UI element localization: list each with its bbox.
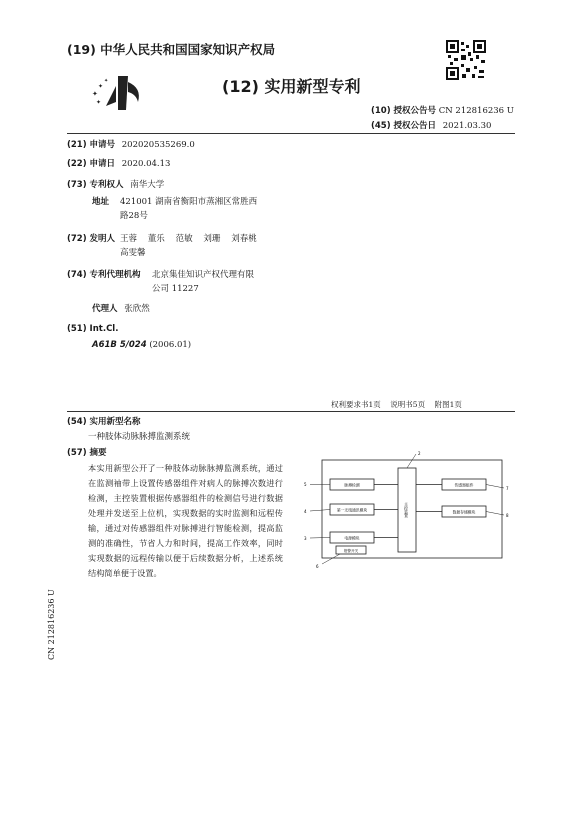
block-diagram bbox=[300, 448, 520, 573]
application-number: 202020535269.0 bbox=[121, 140, 195, 150]
svg-text:✦: ✦ bbox=[98, 83, 104, 90]
ref-8: 8 bbox=[506, 513, 509, 518]
publication-date-label: (45) 授权公告日 bbox=[371, 121, 437, 131]
address-label: 地址 bbox=[92, 197, 110, 207]
address-line2: 路28号 bbox=[120, 211, 148, 221]
agency-line2: 公司 11227 bbox=[152, 284, 199, 294]
agent-row bbox=[92, 302, 150, 316]
application-date: 2020.04.13 bbox=[121, 159, 171, 169]
publication-number: CN 212816236 U bbox=[438, 106, 514, 116]
bottom-block-label: 报警开关 bbox=[343, 549, 359, 553]
qr-code-icon bbox=[446, 40, 486, 80]
ref-5: 5 bbox=[304, 482, 307, 487]
application-date-label: (22) 申请日 bbox=[67, 159, 116, 169]
application-number-label: (21) 申请号 bbox=[67, 140, 116, 150]
svg-text:✦: ✦ bbox=[96, 99, 102, 106]
abstract-label: (57) 摘要 bbox=[67, 448, 107, 458]
intcl-date: (2006.01) bbox=[149, 340, 192, 350]
patentee: 南华大学 bbox=[130, 180, 165, 190]
section-divider bbox=[67, 411, 515, 412]
left-block-3-label: 电源模块 bbox=[344, 535, 360, 541]
inventors-line1: 王蓉 董乐 范敏 刘珊 刘春桃 bbox=[120, 234, 257, 244]
utility-model-title-label: (54) 实用新型名称 bbox=[67, 417, 141, 427]
agent: 张欣然 bbox=[124, 304, 150, 314]
svg-text:✦: ✦ bbox=[104, 78, 109, 84]
inventors-line2: 高雯馨 bbox=[120, 248, 146, 258]
svg-text:✦: ✦ bbox=[92, 90, 98, 98]
document-type-title: (12) 实用新型专利 bbox=[222, 77, 361, 96]
right-block-2-label: 数据存储模块 bbox=[452, 509, 476, 515]
inventors-label: (72) 发明人 bbox=[67, 234, 116, 244]
application-date-row bbox=[67, 157, 170, 171]
intcl-label: (51) Int.Cl. bbox=[67, 324, 119, 334]
header-divider bbox=[67, 133, 515, 134]
abstract-text: 本实用新型公开了一种肢体动脉脉搏监测系统，通过在监测袖带上设置传感器组件对病人的脉搏次数进行检测，主控装置根据传感器组件的检测信号进行数据处理并发送至上位机，实现数据的实时监测和远程传输，通过对传感器组件对脉搏进行智能检测，提高监测的准确性，节省人力和时间，提高工作效率，同时实现数据的远程传输以便于后续数据分析，上述系统结构简单便于设置。 bbox=[88, 463, 283, 578]
application-number-row bbox=[67, 138, 195, 152]
main-control-label: 主控装置 bbox=[404, 502, 410, 518]
publication-date-row bbox=[371, 119, 491, 131]
ref-main: 2 bbox=[418, 451, 421, 456]
office-name: (19) 中华人民共和国国家知识产权局 bbox=[67, 42, 276, 57]
left-block-1-label: 脉搏检测 bbox=[344, 482, 360, 488]
patentee-label: (73) 专利权人 bbox=[67, 180, 124, 190]
publication-date: 2021.03.30 bbox=[442, 121, 492, 131]
ref-4: 4 bbox=[304, 509, 307, 514]
intcl-row bbox=[92, 338, 191, 352]
address-line1: 421001 湖南省衡阳市蒸湘区常胜西 bbox=[120, 197, 258, 207]
right-block-1-label: 传感器组件 bbox=[454, 482, 474, 488]
patentee-row bbox=[67, 178, 164, 192]
agency-label: (74) 专利代理机构 bbox=[67, 270, 141, 280]
agent-label: 代理人 bbox=[92, 304, 118, 314]
ref-6: 6 bbox=[316, 564, 319, 569]
cnipa-logo-icon bbox=[88, 72, 144, 114]
left-block-2-label: 第一无线通讯模块 bbox=[336, 507, 368, 513]
agency-line1: 北京集佳知识产权代理有限 bbox=[152, 270, 255, 280]
publication-number-label: (10) 授权公告号 bbox=[371, 106, 437, 116]
page-counts: 权利要求书1页 说明书5页 附图1页 bbox=[331, 400, 462, 409]
publication-number-row bbox=[371, 104, 514, 116]
ref-7: 7 bbox=[506, 486, 509, 491]
intcl-code: A61B 5/024 bbox=[92, 340, 147, 350]
side-publication-number: CN 212816236 U bbox=[47, 589, 56, 660]
utility-model-title: 一种肢体动脉脉搏监测系统 bbox=[88, 432, 191, 442]
ref-3: 3 bbox=[304, 536, 307, 541]
